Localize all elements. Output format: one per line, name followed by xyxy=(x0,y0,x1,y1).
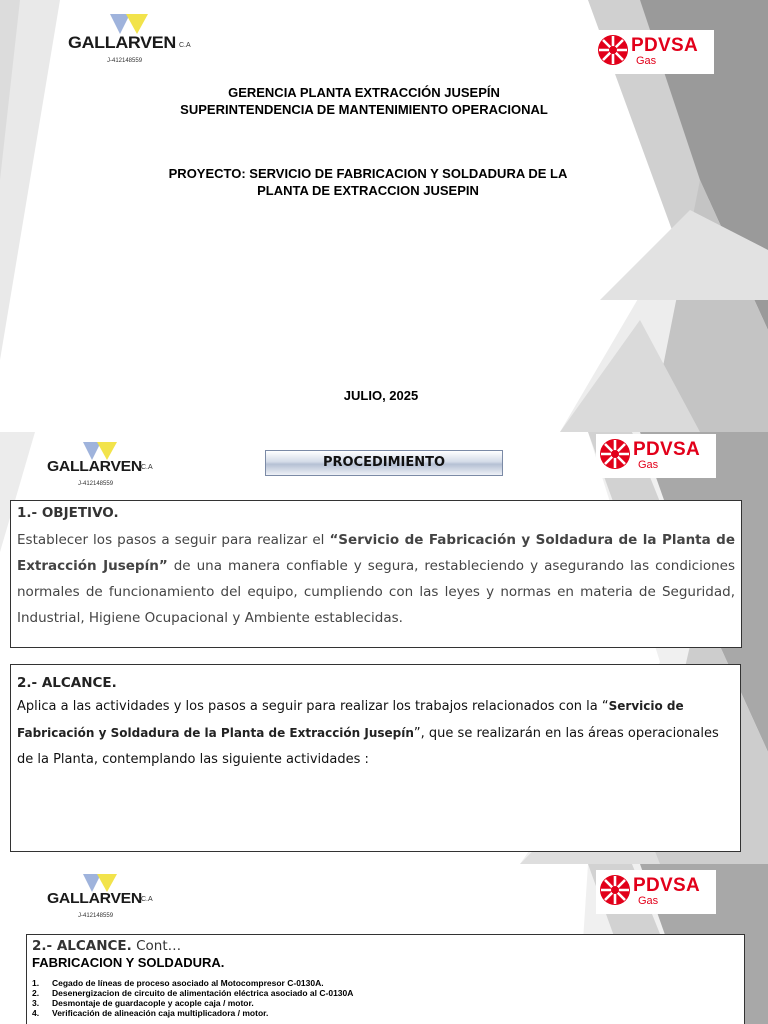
cover-heading xyxy=(0,84,728,118)
pdvsa-name: PDVSA xyxy=(633,439,700,460)
gallarven-suffix: C.A xyxy=(179,42,191,49)
gallarven-rif: J-412148559 xyxy=(78,481,114,487)
gallarven-name: GALLARVEN xyxy=(47,890,142,907)
list-item: 3. Desmontaje de guardacople y acople caja / motor. xyxy=(32,998,254,1008)
gallarven-logo xyxy=(45,872,175,932)
gallarven-name: GALLARVEN xyxy=(47,458,142,475)
pdvsa-name: PDVSA xyxy=(631,35,698,56)
pdvsa-name: PDVSA xyxy=(633,875,700,896)
objective-box xyxy=(10,500,742,648)
pdvsa-sub: Gas xyxy=(636,55,657,67)
scope-cont-page xyxy=(0,864,768,1024)
cover-page xyxy=(0,0,768,432)
pdvsa-sub: Gas xyxy=(638,459,659,471)
scope-box xyxy=(10,664,741,852)
gallarven-rif: J-412148559 xyxy=(78,913,114,919)
gallarven-rif: J-412148559 xyxy=(107,58,143,64)
gallarven-logo xyxy=(45,440,175,500)
scope-cont-heading: 2.- ALCANCE. xyxy=(32,938,132,954)
pdvsa-sun-icon xyxy=(599,438,633,472)
project-title xyxy=(0,165,736,199)
objective-service-name: “Servicio de Fabricación y Soldadura de la Planta de Extracción Jusepín” xyxy=(17,532,735,574)
list-item: 4. Verificación de alineación caja multiplicadora / motor. xyxy=(32,1008,269,1018)
scope-service-name: Servicio de Fabricación y Soldadura de la Planta de Extracción Jusepín xyxy=(17,699,684,740)
scope-cont-subheading: FABRICACION Y SOLDADURA. xyxy=(32,955,225,970)
gallarven-suffix: C.A xyxy=(141,464,153,471)
project-line-2: PLANTA DE EXTRACCION JUSEPIN xyxy=(257,183,479,198)
pdvsa-logo xyxy=(596,870,716,914)
scope-cont-heading-row xyxy=(32,938,739,954)
objective-text: Establecer los pasos a seguir para realizar el “Servicio de Fabricación y Soldadura de la Planta de Extracción Jusepín” de una manera confiable y segura, restableciendo y asegurando las condiciones normales de funcionamiento del equipo, cumpliendo con las leyes y normas en materia de Seguridad, Industrial, Higiene Ocupacional y Ambiente establecidas. xyxy=(17,532,736,626)
pdvsa-logo xyxy=(594,30,714,74)
pdvsa-logo xyxy=(596,434,716,478)
pdvsa-sub: Gas xyxy=(638,895,659,907)
project-line-1: PROYECTO: SERVICIO DE FABRICACION Y SOLDADURA DE LA xyxy=(168,166,568,181)
procedure-title: PROCEDIMIENTO xyxy=(265,450,503,476)
activity-list xyxy=(32,978,739,1018)
gallarven-logo xyxy=(66,12,196,72)
objective-heading: 1.- OBJETIVO. xyxy=(17,505,119,521)
pdvsa-sun-icon xyxy=(599,874,633,908)
pdvsa-sun-icon xyxy=(597,34,631,68)
cover-line-2: SUPERINTENDENCIA DE MANTENIMIENTO OPERACIONAL xyxy=(180,102,548,117)
gallarven-suffix: C.A xyxy=(141,896,153,903)
procedure-page xyxy=(0,432,768,864)
scope-text: Aplica a las actividades y los pasos a seguir para realizar los trabajos relacionados con la “Servicio de Fabricación y Soldadura de la Planta de Extracción Jusepín”, que se realizarán en las áreas operacionales de la Planta, contemplando las siguiente actividades : xyxy=(17,699,719,767)
list-item: 2. Desenergizacion de circuito de alimentación eléctrica asociado al C-0130A xyxy=(32,988,354,998)
cover-line-1: GERENCIA PLANTA EXTRACCIÓN JUSEPÍN xyxy=(228,85,500,100)
cover-date: JULIO, 2025 xyxy=(343,388,419,403)
scope-heading: 2.- ALCANCE. xyxy=(17,675,117,691)
list-item: 1. Cegado de líneas de proceso asociado al Motocompresor C-0130A. xyxy=(32,978,324,988)
scope-cont-suffix: Cont… xyxy=(131,938,182,954)
gallarven-name: GALLARVEN xyxy=(68,33,176,52)
scope-cont-box xyxy=(26,934,745,1024)
